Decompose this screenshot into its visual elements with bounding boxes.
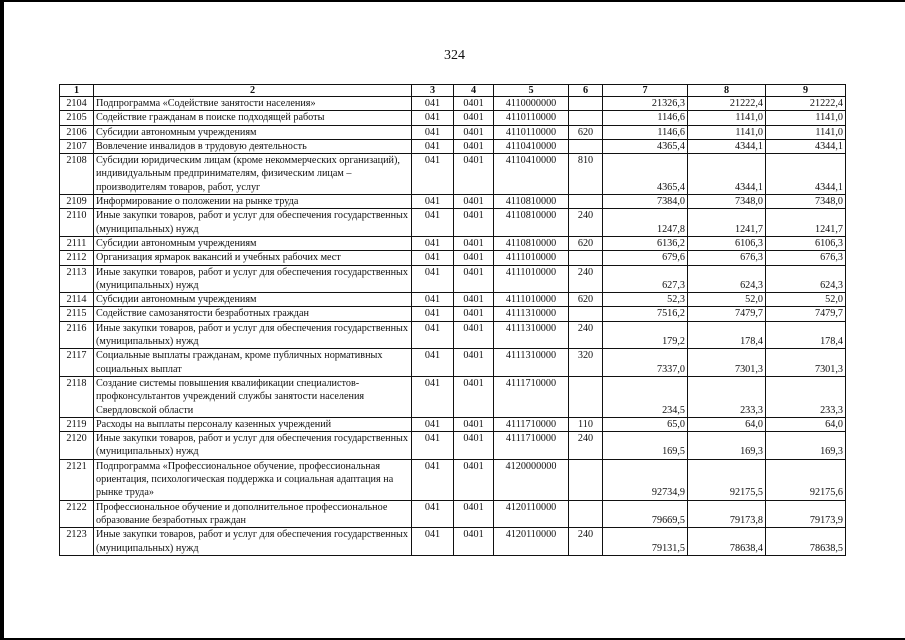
row-code-6 — [569, 139, 603, 153]
table-body — [60, 97, 846, 556]
row-code-4: 0401 — [454, 417, 494, 431]
row-code-3: 041 — [412, 528, 454, 556]
row-value-9: 233,3 — [766, 376, 846, 417]
row-value-8: 6106,3 — [688, 236, 766, 250]
row-value-7: 4365,4 — [603, 139, 688, 153]
row-code-5: 4110410000 — [494, 139, 569, 153]
header-cell: 2 — [94, 85, 412, 97]
table-row — [60, 417, 846, 431]
row-code-3: 041 — [412, 265, 454, 293]
row-value-7: 234,5 — [603, 376, 688, 417]
row-code-4: 0401 — [454, 251, 494, 265]
row-code-3: 041 — [412, 125, 454, 139]
table-row — [60, 209, 846, 237]
row-code-5: 4111710000 — [494, 417, 569, 431]
table-row — [60, 432, 846, 460]
row-code-4: 0401 — [454, 307, 494, 321]
row-number: 2109 — [60, 195, 94, 209]
row-number: 2117 — [60, 349, 94, 377]
table-row — [60, 195, 846, 209]
row-name: Расходы на выплаты персоналу казенных учреждений — [94, 417, 412, 431]
row-number: 2107 — [60, 139, 94, 153]
row-number: 2104 — [60, 97, 94, 111]
row-code-6: 810 — [569, 154, 603, 195]
row-code-5: 4120000000 — [494, 459, 569, 500]
row-code-6: 240 — [569, 209, 603, 237]
row-value-8: 21222,4 — [688, 97, 766, 111]
row-code-3: 041 — [412, 307, 454, 321]
row-code-5: 4110810000 — [494, 209, 569, 237]
row-code-4: 0401 — [454, 97, 494, 111]
header-cell: 8 — [688, 85, 766, 97]
row-value-9: 6106,3 — [766, 236, 846, 250]
row-code-4: 0401 — [454, 236, 494, 250]
table-row — [60, 236, 846, 250]
row-name: Субсидии автономным учреждениям — [94, 125, 412, 139]
table-row — [60, 111, 846, 125]
row-value-8: 1241,7 — [688, 209, 766, 237]
row-number: 2116 — [60, 321, 94, 349]
row-value-8: 233,3 — [688, 376, 766, 417]
table-row — [60, 459, 846, 500]
row-code-3: 041 — [412, 209, 454, 237]
row-code-4: 0401 — [454, 321, 494, 349]
row-name: Иные закупки товаров, работ и услуг для обеспечения государственных (муниципальных) нужд — [94, 432, 412, 460]
row-number: 2122 — [60, 500, 94, 528]
row-code-6 — [569, 195, 603, 209]
row-code-5: 4111010000 — [494, 265, 569, 293]
row-number: 2110 — [60, 209, 94, 237]
row-value-7: 679,6 — [603, 251, 688, 265]
row-value-9: 79173,9 — [766, 500, 846, 528]
row-code-3: 041 — [412, 195, 454, 209]
row-value-9: 78638,5 — [766, 528, 846, 556]
row-code-6: 240 — [569, 528, 603, 556]
row-code-4: 0401 — [454, 500, 494, 528]
row-code-6: 240 — [569, 265, 603, 293]
row-number: 2106 — [60, 125, 94, 139]
header-row — [60, 85, 846, 97]
row-code-5: 4111710000 — [494, 432, 569, 460]
table-row — [60, 154, 846, 195]
row-value-7: 7337,0 — [603, 349, 688, 377]
row-name: Субсидии автономным учреждениям — [94, 293, 412, 307]
row-code-6: 240 — [569, 432, 603, 460]
row-code-6: 240 — [569, 321, 603, 349]
row-name: Иные закупки товаров, работ и услуг для обеспечения государственных (муниципальных) нужд — [94, 528, 412, 556]
row-code-5: 4111010000 — [494, 293, 569, 307]
row-name: Субсидии автономным учреждениям — [94, 236, 412, 250]
row-code-6 — [569, 459, 603, 500]
row-name: Вовлечение инвалидов в трудовую деятельность — [94, 139, 412, 153]
row-value-8: 1141,0 — [688, 125, 766, 139]
row-code-4: 0401 — [454, 139, 494, 153]
table-row — [60, 500, 846, 528]
row-number: 2114 — [60, 293, 94, 307]
row-name: Подпрограмма «Профессиональное обучение, профессиональная ориентация, психологическая поддержка и социальная адаптация на рынке труда» — [94, 459, 412, 500]
row-name: Подпрограмма «Содействие занятости населения» — [94, 97, 412, 111]
row-code-3: 041 — [412, 251, 454, 265]
row-code-4: 0401 — [454, 265, 494, 293]
row-code-6 — [569, 500, 603, 528]
row-number: 2121 — [60, 459, 94, 500]
header-cell: 6 — [569, 85, 603, 97]
table-row — [60, 528, 846, 556]
row-code-3: 041 — [412, 432, 454, 460]
row-code-5: 4110000000 — [494, 97, 569, 111]
row-name: Содействие самозанятости безработных граждан — [94, 307, 412, 321]
table-row — [60, 321, 846, 349]
row-name: Иные закупки товаров, работ и услуг для обеспечения государственных (муниципальных) нужд — [94, 209, 412, 237]
row-code-5: 4110410000 — [494, 154, 569, 195]
header-cell: 3 — [412, 85, 454, 97]
row-number: 2105 — [60, 111, 94, 125]
row-code-5: 4111310000 — [494, 349, 569, 377]
row-number: 2119 — [60, 417, 94, 431]
table-row — [60, 97, 846, 111]
row-code-3: 041 — [412, 293, 454, 307]
row-value-7: 79669,5 — [603, 500, 688, 528]
header-cell: 9 — [766, 85, 846, 97]
header-cell: 4 — [454, 85, 494, 97]
row-value-7: 92734,9 — [603, 459, 688, 500]
table-row — [60, 251, 846, 265]
table-row — [60, 265, 846, 293]
row-code-6 — [569, 376, 603, 417]
row-code-5: 4111710000 — [494, 376, 569, 417]
row-code-6 — [569, 111, 603, 125]
row-code-4: 0401 — [454, 376, 494, 417]
row-value-9: 624,3 — [766, 265, 846, 293]
row-value-9: 52,0 — [766, 293, 846, 307]
row-code-4: 0401 — [454, 349, 494, 377]
row-code-6: 110 — [569, 417, 603, 431]
row-code-3: 041 — [412, 459, 454, 500]
row-name: Иные закупки товаров, работ и услуг для обеспечения государственных (муниципальных) нужд — [94, 321, 412, 349]
page-number: 324 — [444, 48, 465, 63]
row-name: Иные закупки товаров, работ и услуг для обеспечения государственных (муниципальных) нужд — [94, 265, 412, 293]
row-code-4: 0401 — [454, 459, 494, 500]
row-value-7: 21326,3 — [603, 97, 688, 111]
row-value-7: 1247,8 — [603, 209, 688, 237]
row-value-8: 7479,7 — [688, 307, 766, 321]
row-value-8: 64,0 — [688, 417, 766, 431]
row-code-5: 4110110000 — [494, 111, 569, 125]
row-code-5: 4120110000 — [494, 500, 569, 528]
row-value-7: 169,5 — [603, 432, 688, 460]
row-value-7: 7384,0 — [603, 195, 688, 209]
header-cell: 7 — [603, 85, 688, 97]
row-value-9: 7301,3 — [766, 349, 846, 377]
row-value-9: 1241,7 — [766, 209, 846, 237]
row-value-7: 6136,2 — [603, 236, 688, 250]
row-code-3: 041 — [412, 111, 454, 125]
row-code-4: 0401 — [454, 293, 494, 307]
row-number: 2118 — [60, 376, 94, 417]
row-code-3: 041 — [412, 97, 454, 111]
row-value-9: 169,3 — [766, 432, 846, 460]
row-value-8: 676,3 — [688, 251, 766, 265]
row-code-4: 0401 — [454, 209, 494, 237]
row-value-9: 21222,4 — [766, 97, 846, 111]
row-value-7: 65,0 — [603, 417, 688, 431]
row-number: 2112 — [60, 251, 94, 265]
row-value-9: 4344,1 — [766, 139, 846, 153]
row-code-4: 0401 — [454, 195, 494, 209]
row-code-6 — [569, 251, 603, 265]
row-value-8: 4344,1 — [688, 154, 766, 195]
row-name: Информирование о положении на рынке труда — [94, 195, 412, 209]
row-code-3: 041 — [412, 417, 454, 431]
row-value-9: 178,4 — [766, 321, 846, 349]
row-value-9: 1141,0 — [766, 111, 846, 125]
row-number: 2115 — [60, 307, 94, 321]
row-value-7: 627,3 — [603, 265, 688, 293]
row-value-8: 624,3 — [688, 265, 766, 293]
row-number: 2123 — [60, 528, 94, 556]
row-code-4: 0401 — [454, 154, 494, 195]
table-row — [60, 139, 846, 153]
row-code-3: 041 — [412, 139, 454, 153]
header-cell: 5 — [494, 85, 569, 97]
row-name: Создание системы повышения квалификации специалистов-профконсультантов учреждений службы занятости населения Свердловской области — [94, 376, 412, 417]
row-code-5: 4110810000 — [494, 236, 569, 250]
row-value-8: 1141,0 — [688, 111, 766, 125]
row-code-3: 041 — [412, 500, 454, 528]
row-code-6 — [569, 97, 603, 111]
table-row — [60, 376, 846, 417]
row-value-8: 92175,5 — [688, 459, 766, 500]
row-value-8: 78638,4 — [688, 528, 766, 556]
table-row — [60, 349, 846, 377]
table-row — [60, 307, 846, 321]
row-code-5: 4110810000 — [494, 195, 569, 209]
row-value-9: 7479,7 — [766, 307, 846, 321]
budget-table — [59, 84, 846, 556]
row-name: Субсидии юридическим лицам (кроме некоммерческих организаций), индивидуальным предпринимателям, физическим лицам – производителям товаров, работ, услуг — [94, 154, 412, 195]
row-value-7: 1146,6 — [603, 111, 688, 125]
row-value-8: 4344,1 — [688, 139, 766, 153]
row-value-7: 179,2 — [603, 321, 688, 349]
row-value-7: 1146,6 — [603, 125, 688, 139]
row-number: 2113 — [60, 265, 94, 293]
row-code-4: 0401 — [454, 111, 494, 125]
row-code-4: 0401 — [454, 528, 494, 556]
row-name: Социальные выплаты гражданам, кроме публичных нормативных социальных выплат — [94, 349, 412, 377]
row-value-8: 52,0 — [688, 293, 766, 307]
header-cell: 1 — [60, 85, 94, 97]
row-code-3: 041 — [412, 154, 454, 195]
row-value-9: 4344,1 — [766, 154, 846, 195]
row-value-9: 92175,6 — [766, 459, 846, 500]
row-code-3: 041 — [412, 321, 454, 349]
row-value-8: 7348,0 — [688, 195, 766, 209]
row-value-7: 7516,2 — [603, 307, 688, 321]
row-code-4: 0401 — [454, 125, 494, 139]
row-value-7: 79131,5 — [603, 528, 688, 556]
row-number: 2111 — [60, 236, 94, 250]
row-code-5: 4111310000 — [494, 307, 569, 321]
row-number: 2108 — [60, 154, 94, 195]
row-code-4: 0401 — [454, 432, 494, 460]
row-value-8: 178,4 — [688, 321, 766, 349]
row-code-5: 4111010000 — [494, 251, 569, 265]
row-code-3: 041 — [412, 376, 454, 417]
row-value-9: 1141,0 — [766, 125, 846, 139]
row-code-6: 620 — [569, 125, 603, 139]
row-name: Профессиональное обучение и дополнительное профессиональное образование безработных граждан — [94, 500, 412, 528]
row-value-8: 169,3 — [688, 432, 766, 460]
row-value-9: 64,0 — [766, 417, 846, 431]
document-page — [4, 2, 905, 638]
row-value-9: 7348,0 — [766, 195, 846, 209]
row-name: Содействие гражданам в поиске подходящей работы — [94, 111, 412, 125]
row-code-6: 320 — [569, 349, 603, 377]
row-code-3: 041 — [412, 349, 454, 377]
row-value-8: 7301,3 — [688, 349, 766, 377]
row-value-7: 4365,4 — [603, 154, 688, 195]
row-code-3: 041 — [412, 236, 454, 250]
row-code-6: 620 — [569, 236, 603, 250]
row-value-7: 52,3 — [603, 293, 688, 307]
row-code-6 — [569, 307, 603, 321]
row-code-5: 4110110000 — [494, 125, 569, 139]
row-value-8: 79173,8 — [688, 500, 766, 528]
table-row — [60, 293, 846, 307]
row-value-9: 676,3 — [766, 251, 846, 265]
row-code-5: 4111310000 — [494, 321, 569, 349]
table-row — [60, 125, 846, 139]
row-number: 2120 — [60, 432, 94, 460]
row-name: Организация ярмарок вакансий и учебных рабочих мест — [94, 251, 412, 265]
row-code-6: 620 — [569, 293, 603, 307]
row-code-5: 4120110000 — [494, 528, 569, 556]
